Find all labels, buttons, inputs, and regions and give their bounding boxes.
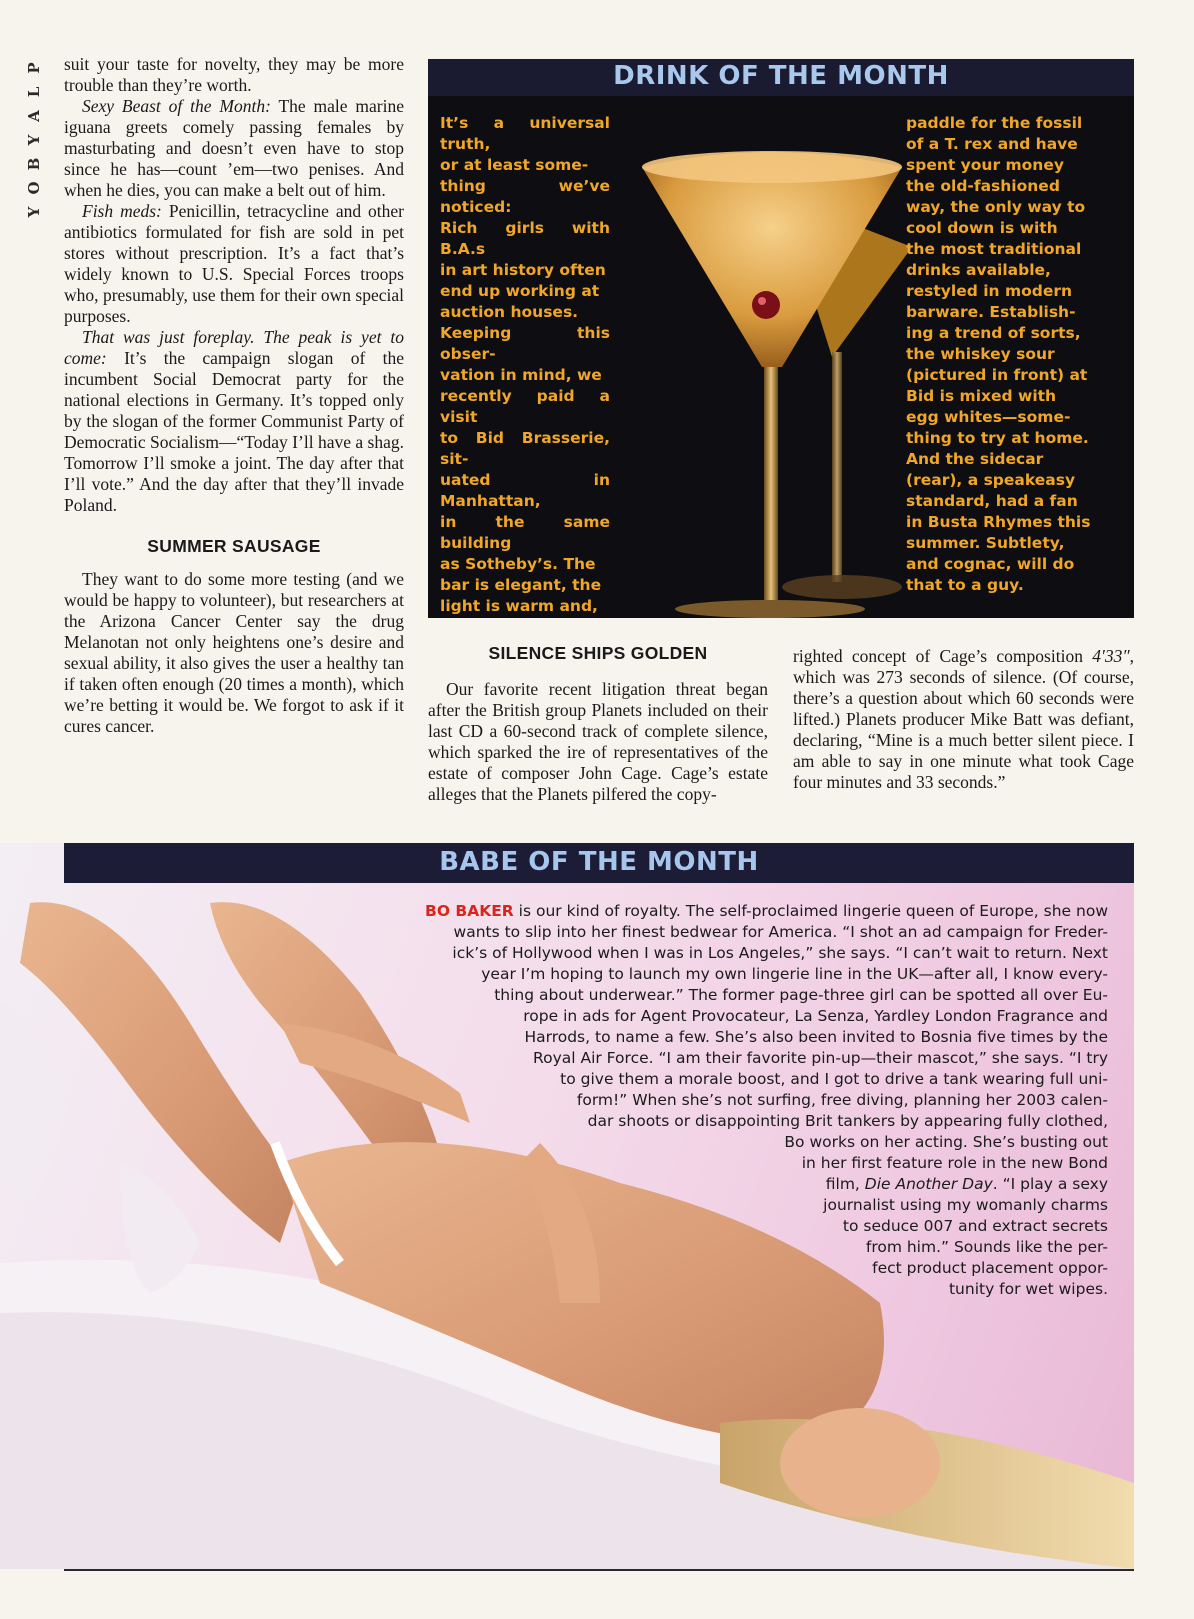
drink-right-line: the most traditional bbox=[906, 240, 1082, 258]
drink-text-left bbox=[440, 113, 610, 618]
babe-line: to give them a morale boost, and I got to drive a tank wearing full uni- bbox=[560, 1070, 1108, 1088]
drink-right-line: standard, had a fan bbox=[906, 492, 1078, 510]
drink-left-line: uated in Manhattan, bbox=[440, 471, 610, 510]
drink-right-line: barware. Establish- bbox=[906, 303, 1076, 321]
left-column bbox=[64, 54, 404, 737]
drink-left-line: vation in mind, we bbox=[440, 366, 602, 384]
drink-right-line: of a T. rex and have bbox=[906, 135, 1078, 153]
drink-of-the-month-box bbox=[428, 59, 1134, 618]
babe-line: ick’s of Hollywood when I was in Los Angeles,” she says. “I can’t wait to return. Next bbox=[452, 944, 1108, 962]
drink-left-line: auction houses. bbox=[440, 303, 579, 321]
drink-left-line: light is warm and, bbox=[440, 597, 598, 615]
babe-line: Royal Air Force. “I am their favorite pin-up—their mascot,” she says. “I try bbox=[533, 1049, 1108, 1067]
babe-line: Bo works on her acting. She’s busting out bbox=[784, 1133, 1108, 1151]
drink-right-line: egg whites—some- bbox=[906, 408, 1071, 426]
babe-text bbox=[308, 901, 1108, 1300]
babe-lines bbox=[308, 922, 1108, 1174]
babe-line: Harrods, to name a few. She’s also been invited to Bosnia five times by the bbox=[524, 1028, 1108, 1046]
babe-line: thing about underwear.” The former page-three girl can be spotted all over Eu- bbox=[494, 986, 1108, 1004]
babe-line: year I’m hoping to launch my own lingerie line in the UK—after all, I know every- bbox=[481, 965, 1108, 983]
paragraph-silence-1: Our favorite recent litigation threat began after the British group Planets included on their last CD a 60-second track of complete silence, which sparked the ire of representatives of the estate of composer John Cage. Cage’s estate alleges that the Planets pilfered the copy- bbox=[428, 679, 768, 804]
drink-right-line: cool down is with bbox=[906, 219, 1058, 237]
babe-line: dar shoots or disappointing Brit tankers by appearing fully clothed, bbox=[587, 1112, 1108, 1130]
heading-summer-sausage: SUMMER SAUSAGE bbox=[147, 536, 321, 556]
babe-end-line: tunity for wet wipes. bbox=[948, 1280, 1108, 1298]
silence-column-2 bbox=[793, 646, 1134, 793]
drink-right-line: thing to try at home. bbox=[906, 429, 1089, 447]
babe-end-line: to seduce 007 and extract secrets bbox=[842, 1217, 1108, 1235]
drink-right-line: the whiskey sour bbox=[906, 345, 1055, 363]
drink-right-line: (rear), a speakeasy bbox=[906, 471, 1076, 489]
drink-left-line: in art history often bbox=[440, 261, 606, 279]
drink-left-line: or at least some- bbox=[440, 156, 589, 174]
drink-right-line: ing a trend of sorts, bbox=[906, 324, 1081, 342]
drink-right-line: in Busta Rhymes this bbox=[906, 513, 1091, 531]
paragraph-sexy-beast: Sexy Beast of the Month: The male marine iguana greets comely passing females by masturbating and doesn’t even have to stop since he has—count ’em—two penises. And when he dies, you can make a belt out of him. bbox=[64, 96, 404, 200]
babe-line: in her first feature role in the new Bond bbox=[801, 1154, 1108, 1172]
drink-left-line: end up working at bbox=[440, 282, 600, 300]
drink-title: DRINK OF THE MONTH bbox=[613, 61, 949, 91]
babe-title: BABE OF THE MONTH bbox=[439, 847, 759, 877]
drink-right-line: (pictured in front) at bbox=[906, 366, 1088, 384]
drink-right-line: paddle for the fossil bbox=[906, 114, 1083, 132]
model-name: BO BAKER bbox=[425, 902, 514, 920]
babe-end-line: from him.” Sounds like the per- bbox=[865, 1238, 1108, 1256]
drink-right-line: restyled in modern bbox=[906, 282, 1073, 300]
cocktail-photo bbox=[632, 97, 912, 618]
drink-right-line: and cognac, will do bbox=[906, 555, 1075, 573]
playboy-logo: P L A Y B O Y bbox=[25, 62, 43, 218]
paragraph-fish-meds: Fish meds: Penicillin, tetracycline and other antibiotics formulated for fish are sold in pet stores without prescription. It’s a fact that’s widely known to U.S. Special Forces troops who, presumably, use them for their own special purposes. bbox=[64, 201, 405, 326]
drink-left-line: Keeping this obser- bbox=[440, 324, 610, 363]
drink-text-right bbox=[906, 113, 1118, 596]
drink-left-line bbox=[440, 617, 610, 618]
drink-left-line: recently paid a visit bbox=[440, 387, 610, 426]
babe-end-line: fect product placement oppor- bbox=[872, 1259, 1108, 1277]
silence-column-1 bbox=[428, 643, 768, 805]
bottom-rule bbox=[64, 1569, 1134, 1571]
drink-right-line: spent your money bbox=[906, 156, 1064, 174]
drink-left-line: as Sotheby’s. The bbox=[440, 555, 596, 573]
drink-left-line: thing we’ve noticed: bbox=[440, 177, 610, 216]
paragraph-summer-sausage: They want to do some more testing (and we would be happy to volunteer), but researchers at the Arizona Cancer Center say the drug Melanotan not only heightens one’s desire and sexual ability, it also gives the user a healthy tan if taken often enough (20 times a month), which we’re betting it would be. We forgot to ask if it cures cancer. bbox=[64, 569, 404, 736]
drink-left-line: bar is elegant, the bbox=[440, 576, 602, 594]
babe-line: wants to slip into her finest bedwear for America. “I shot an ad campaign for Freder- bbox=[453, 923, 1108, 941]
paragraph-silence-2: righted concept of Cage’s composition 4′33″, which was 273 seconds of silence. (Of course, there’s a question about which 60 seconds were lifted.) Planets producer Mike Batt was defiant, declaring, “Mine is a much better silent piece. I am able to say in one minute what took Cage four minutes and 33 seconds.” bbox=[793, 646, 1134, 792]
babe-line-film: film, Die Another Day. “I play a sexy bbox=[825, 1175, 1108, 1193]
drink-left-line: Rich girls with B.A.s bbox=[440, 219, 610, 258]
babe-lines-end bbox=[308, 1195, 1108, 1300]
babe-of-the-month-section bbox=[0, 843, 1134, 1569]
babe-end-line: journalist using my womanly charms bbox=[823, 1196, 1108, 1214]
babe-line-first: BO BAKER is our kind of royalty. The self-proclaimed lingerie queen of Europe, she now bbox=[425, 902, 1108, 920]
drink-right-line: Bid is mixed with bbox=[906, 387, 1057, 405]
babe-line: rope in ads for Agent Provocateur, La Senza, Yardley London Fragrance and bbox=[523, 1007, 1108, 1025]
drink-right-line: that to a guy. bbox=[906, 576, 1024, 594]
drink-right-line: drinks available, bbox=[906, 261, 1051, 279]
drink-left-line: It’s a universal truth, bbox=[440, 114, 610, 153]
drink-left-line: in the same building bbox=[440, 513, 610, 552]
heading-silence-ships-golden: SILENCE SHIPS GOLDEN bbox=[488, 643, 708, 663]
drink-right-line: the old-fashioned bbox=[906, 177, 1060, 195]
babe-line: form!” When she’s not surfing, free diving, planning her 2003 calen- bbox=[576, 1091, 1108, 1109]
drink-right-line: And the sidecar bbox=[906, 450, 1044, 468]
drink-right-line: way, the only way to bbox=[906, 198, 1086, 216]
paragraph-foreplay: That was just foreplay. The peak is yet to come: It’s the campaign slogan of the incumbent Social Democrat party for the national elections in Germany. It’s topped only by the slogan of the former Communist Party of Democratic Socialism—“Today I’ll have a shag. Tomorrow I’ll smoke a joint. The day after that I’ll vote.” And the day after that they’ll invade Poland. bbox=[64, 327, 404, 515]
drink-right-line: summer. Subtlety, bbox=[906, 534, 1065, 552]
drink-left-line: to Bid Brasserie, sit- bbox=[440, 429, 610, 468]
paragraph-intro: suit your taste for novelty, they may be more trouble than they’re worth. bbox=[64, 54, 404, 95]
